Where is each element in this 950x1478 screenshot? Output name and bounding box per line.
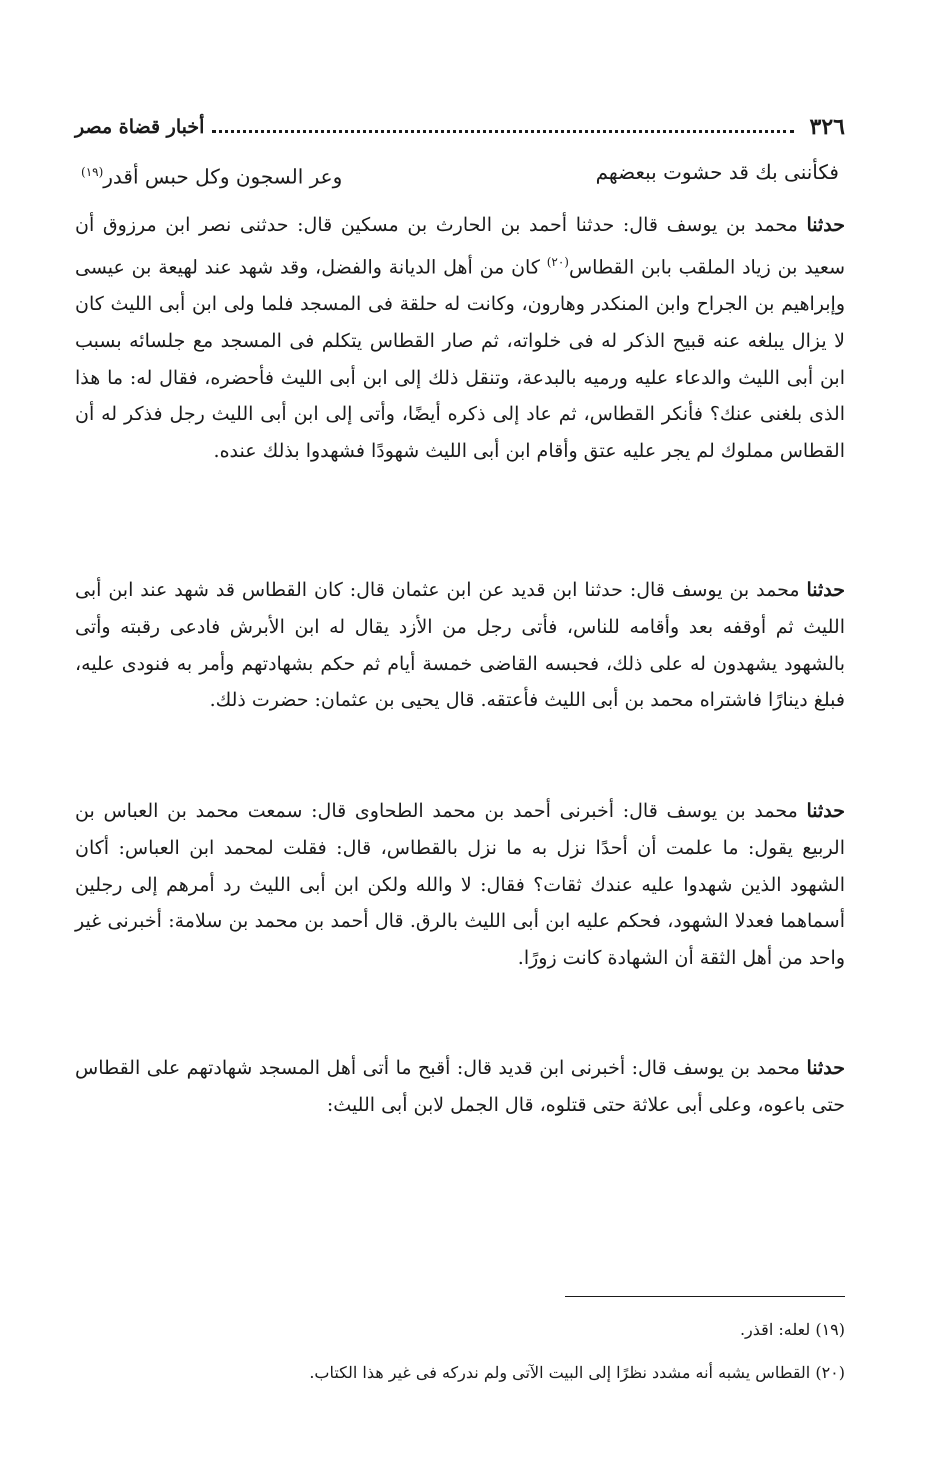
footnote-text: لعله: اقذر. xyxy=(739,1320,816,1339)
dot-leader xyxy=(212,130,793,133)
paragraph-lead: حدثنا xyxy=(806,214,845,236)
paragraph-text: محمد بن يوسف قال: أخبرنى ابن قديد قال: أقبح ما أتى أهل المسجد شهادتهم على القطاس حتى باعوه، وعلى أبى علاثة حتى قتلوه، قال الجمل لابن أبى الليث: xyxy=(75,1057,845,1116)
paragraph-lead: حدثنا xyxy=(806,800,846,822)
footnote-separator xyxy=(565,1296,845,1297)
paragraph-text-continued: كان من أهل الديانة والفضل، وقد شهد عند لهيعة بن عيسى وإبراهيم بن الجراح وابن المنكدر وهارون، وكانت له حلقة فى المسجد فلما ولى ابن أبى الليث كان لا يزال يبلغه عنه قبيح الذكر له فى خلواته، ثم صار القطاس يتكلم فى المسجد مع جلسائه بسبب ابن أبى الليث والدعاء عليه ورميه بالبدعة، وتنقل ذلك إلى ابن أبى الليث فأحضره، فقال له: ما هذا الذى بلغنى عنك؟ فأنكر القطاس، ثم عاد إلى ذكره أيضًا، وأتى إلى ابن أبى الليث رجل فذكر له أن القطاس مملوك لم يجر عليه عتق وأقام ابن أبى الليث شهودًا فشهدوا بذلك عنده. xyxy=(75,256,845,463)
paragraph-1 xyxy=(75,207,845,470)
footnote-20 xyxy=(75,1360,845,1386)
book-title: أخبار قضاة مصر xyxy=(75,116,205,138)
footnote-19 xyxy=(75,1317,845,1343)
paragraph-text: محمد بن يوسف قال: حدثنا ابن قديد عن ابن عثمان قال: كان القطاس قد شهد عند ابن أبى الليث ثم أوقفه بعد وأقامه للناس، فأتى رجل من الأزد يقال له ابن الأبرش فادعى رقبته وأتى بالشهود يشهدون له على ذلك، فحبسه القاضى خمسة أيام ثم حكم بشهادتهم وأمر به فنودى عليه، فبلغ دينارًا فاشتراه محمد بن أبى الليث فأعتقه. قال يحيى بن عثمان: حضرت ذلك. xyxy=(75,579,845,712)
poem-verse xyxy=(75,152,845,192)
book-page xyxy=(75,0,845,1478)
paragraph-text: محمد بن يوسف قال: أخبرنى أحمد بن محمد الطحاوى قال: سمعت محمد بن العباس بن الربيع يقول: ما علمت أن أحدًا نزل به ما نزل بالقطاس، قال: فقلت لمحمد ابن العباس: أكان الشهود الذين شهدوا عليه عندك ثقات؟ فقال: لا والله ولكن ابن أبى الليث رد أمرهم إلى رجلين أسماهما فعدلا الشهود، فحكم عليه ابن أبى الليث بالرق. قال أحمد بن محمد بن سلامة: أخبرنى غير واحد من أهل الثقة أن الشهادة كانت زورًا. xyxy=(75,800,845,970)
footnote-marker: (١٩) xyxy=(815,1320,845,1339)
verse-second-hemistich-text: وعر السجون وكل حبس أقدر xyxy=(103,164,343,189)
paragraph-lead: حدثنا xyxy=(806,1057,845,1079)
footnote-ref-19: (١٩) xyxy=(81,165,104,179)
paragraph-4 xyxy=(75,1050,845,1124)
verse-second-hemistich xyxy=(75,152,342,192)
paragraph-2 xyxy=(75,572,845,719)
paragraph-lead: حدثنا xyxy=(806,579,845,601)
footnote-text: القطاس يشبه أنه مشدد نظرًا إلى البيت الآتى ولم ندركه فى غير هذا الكتاب. xyxy=(309,1363,816,1382)
footnote-marker: (٢٠) xyxy=(815,1363,845,1382)
page-number: ٣٢٦ xyxy=(809,114,845,140)
paragraph-text: محمد بن يوسف قال: حدثنا أحمد بن الحارث بن مسكين قال: حدثنى نصر ابن مرزوق أن سعيد بن زياد الملقب بابن القطاس xyxy=(75,214,845,279)
footnote-ref-20: (٢٠) xyxy=(546,254,569,269)
running-header xyxy=(75,112,845,142)
paragraph-3 xyxy=(75,793,845,977)
verse-first-hemistich: فكأننى بك قد حشوت ببعضهم xyxy=(595,160,839,184)
